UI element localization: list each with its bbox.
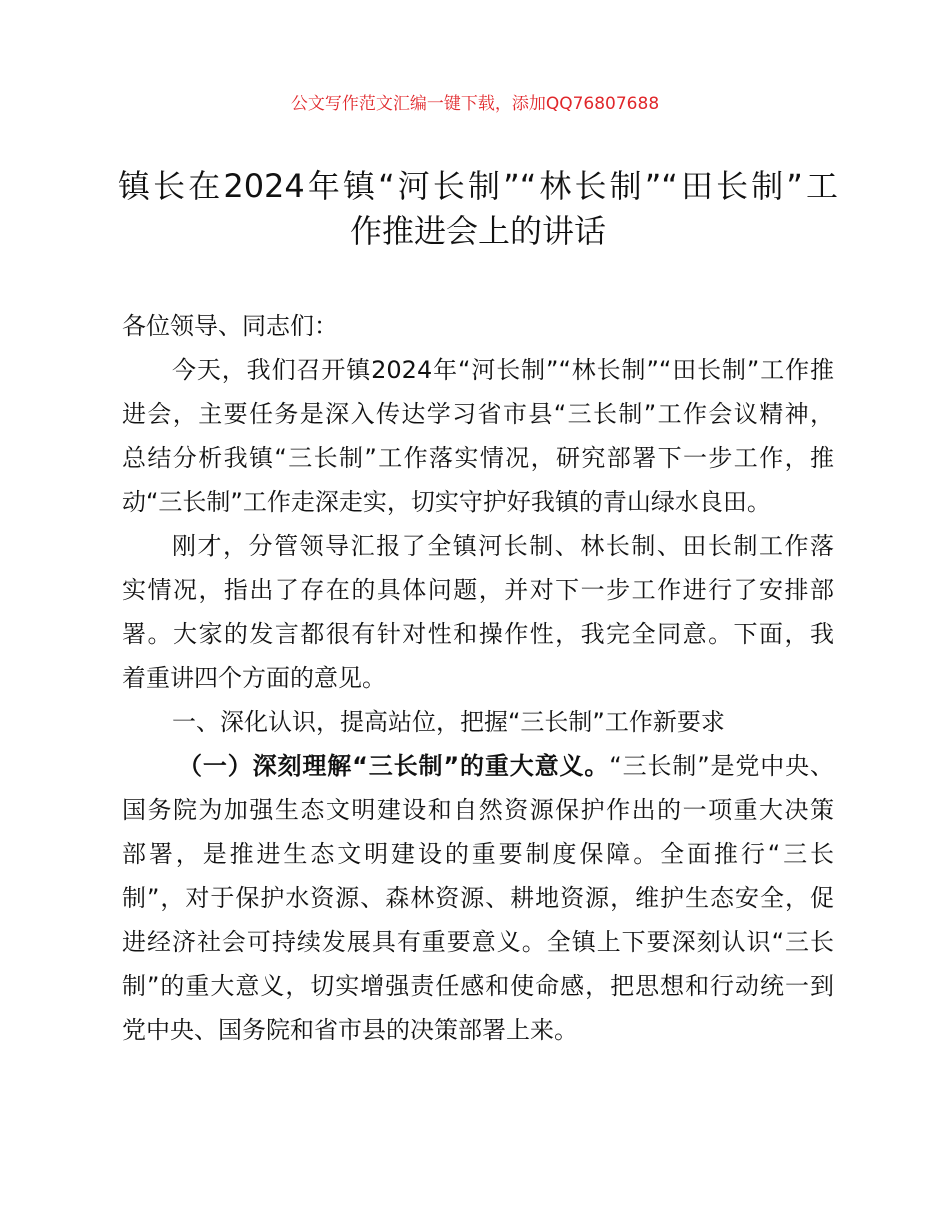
title-line-2: 作推进会上的讲话: [349, 212, 606, 250]
document-body: [122, 304, 834, 1052]
paragraph-line: 国务院为加强生态文明建设和自然资源保护作出的一项重大决策: [122, 796, 834, 824]
paragraph-line: 动“三长制”工作走深走实，切实守护好我镇的青山绿水良田。: [122, 488, 771, 516]
paragraph-2: [122, 524, 834, 700]
paragraph-line: 部署，是推进生态文明建设的重要制度保障。全面推行“三长: [122, 840, 834, 868]
paragraph-line: 制”，对于保护水资源、森林资源、耕地资源，维护生态安全，促: [122, 884, 834, 912]
paragraph-line: [122, 744, 834, 788]
paragraph-line: 进经济社会可持续发展具有重要意义。全镇上下要深刻认识“三长: [122, 928, 834, 956]
paragraph-line: 党中央、国务院和省市县的决策部署上来。: [122, 1016, 578, 1044]
paragraph-line: 实情况，指出了存在的具体问题，并对下一步工作进行了安排部: [122, 576, 834, 604]
paragraph-line: 总结分析我镇“三长制”工作落实情况，研究部署下一步工作，推: [122, 444, 834, 472]
paragraph-line: 着重讲四个方面的意见。: [122, 664, 386, 692]
watermark-text: 公文写作范文汇编一键下载，添加QQ76807688: [290, 94, 660, 114]
document-title: [118, 164, 838, 254]
paragraph-line: 署。大家的发言都很有针对性和操作性，我完全同意。下面，我: [122, 620, 834, 648]
greeting: 各位领导、同志们：: [122, 312, 338, 340]
paragraph-line: 今天，我们召开镇2024年“河长制”“林长制”“田长制”工作推: [172, 356, 834, 384]
paragraph-line: 制”的重大意义，切实增强责任感和使命感，把思想和行动统一到: [122, 972, 834, 1000]
subsection-heading: （一）深刻理解“三长制”的重大意义。: [178, 752, 610, 780]
paragraph-text: “三长制”是党中央、: [609, 752, 834, 780]
section-heading-1: 一、深化认识，提高站位，把握“三长制”工作新要求: [172, 708, 725, 736]
paragraph-3: [122, 744, 834, 1052]
paragraph-1: [122, 348, 834, 524]
paragraph-line: 刚才，分管领导汇报了全镇河长制、林长制、田长制工作落: [172, 532, 834, 560]
title-line-1: 镇长在2024年镇“河长制”“林长制”“田长制”工: [118, 167, 838, 205]
paragraph-line: 进会，主要任务是深入传达学习省市县“三长制”工作会议精神，: [122, 400, 834, 428]
